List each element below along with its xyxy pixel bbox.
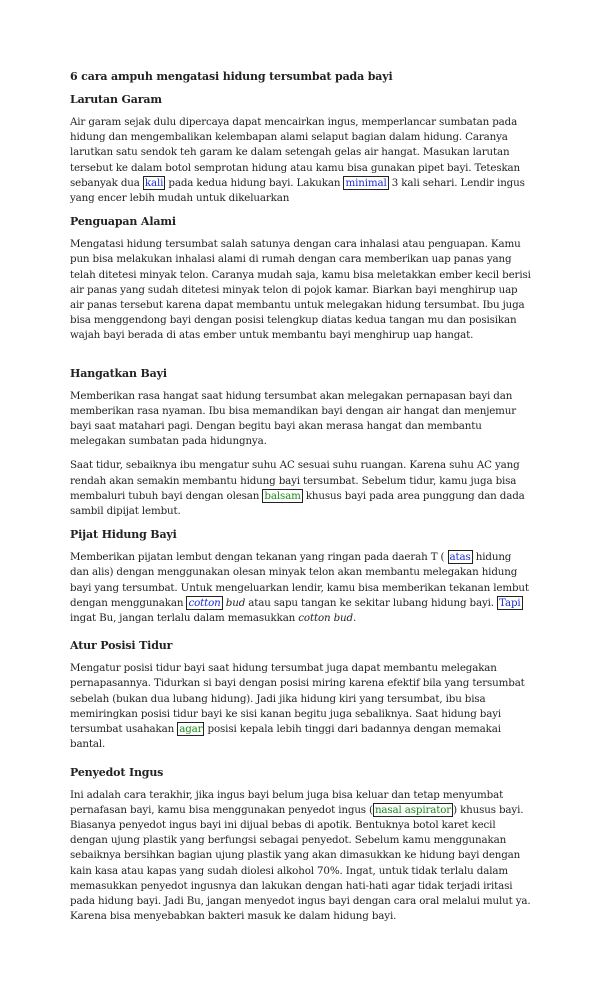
section-paragraph: Memberikan pijatan lembut dengan tekanan yang ringan pada daerah T ( atas hidung dan alis) dengan menggunakan olesan minyak telon akan membantu melegakan hidung bayi yang tersumbat. Untuk mengeluarkan lendir, kamu bisa memberikan tekanan lembut dengan menggunakan cotton bud atau sapu tangan ke sekitar lubang hidung bayi. Tapi ingat Bu, jangan terlalu dalam memasukkan cotton bud.	[70, 551, 529, 625]
document-page	[70, 60, 532, 933]
section-heading: Hangatkan Bayi	[70, 366, 167, 380]
link-kali[interactable]: kali	[144, 176, 164, 189]
section-hangatkan-bayi	[70, 367, 532, 520]
section-atur-posisi-tidur	[70, 639, 532, 752]
section-heading: Atur Posisi Tidur	[70, 639, 173, 653]
link-atas[interactable]: atas	[449, 551, 471, 564]
link-agar[interactable]: agar	[179, 723, 203, 736]
link-minimal[interactable]: minimal	[345, 176, 387, 189]
section-heading: Penguapan Alami	[70, 215, 176, 229]
section-larutan-garam	[70, 93, 532, 206]
section-paragraph: Saat tidur, sebaiknya ibu mengatur suhu AC sesuai suhu ruangan. Karena suhu AC yang rendah akan semakin membantu hidung bayi tersumbat. Sebelum tidur, kamu juga bisa membaluri tubuh bayi dengan olesan balsam khusus bayi pada area punggung dan dada sambil dipijat lembut.	[70, 459, 525, 518]
document-title: 6 cara ampuh mengatasi hidung tersumbat pada bayi	[70, 70, 393, 83]
section-paragraph: Mengatasi hidung tersumbat salah satunya dengan cara inhalasi atau penguapan. Kamu pun bisa melakukan inhalasi alami di rumah dengan cara memberikan uap panas yang telah ditetesi minyak telon. Caranya mudah saja, kamu bisa meletakkan ember kecil berisi air panas yang sudah ditetesi minyak telon di pojok kamar. Biarkan bayi menghirup uap air panas tersebut karena dapat membantu untuk melegakan hidung tersumbat. Ibu juga bisa menggendong bayi dengan posisi telengkup diatas kedua tangan mu dan posisikan wajah bayi berada di atas ember untuk membantu bayi menghirup uap hangat.	[70, 238, 531, 342]
section-heading: Pijat Hidung Bayi	[70, 528, 177, 542]
link-tapi[interactable]: Tapi	[499, 596, 521, 609]
link-balsam[interactable]: balsam	[264, 489, 301, 502]
link-nasal-aspirator[interactable]: nasal aspirator	[374, 803, 452, 816]
section-paragraph: Ini adalah cara terakhir, jika ingus bayi belum juga bisa keluar dan tetap menyumbat pernafasan bayi, kamu bisa menggunakan penyedot ingus ( nasal aspirator ) khusus bayi. Biasanya penyedot ingus bayi ini dijual bebas di apotik. Bentuknya botol karet kecil dengan ujung plastik yang berfungsi sebagai penyedot. Sebelum kamu menggunakan sebaiknya bersihkan bagian ujung plastik yang akan dimasukkan ke hidung bayi dengan kain kasa atau kapas yang sudah diolesi alkohol 70%. Ingat, untuk tidak terlalu dalam memasukkan penyedot ingusnya dan lakukan dengan hati-hati agar tidak terjadi iritasi pada hidung bayi. Jadi Bu, jangan menyedot ingus bayi dengan cara oral melalui mulut ya. Karena bisa menyebabkan bakteri masuk ke dalam hidung bayi.	[70, 788, 531, 923]
section-pijat-hidung-bayi	[70, 528, 532, 626]
section-heading: Penyedot Ingus	[70, 765, 164, 779]
section-paragraph: Mengatur posisi tidur bayi saat hidung tersumbat juga dapat membantu melegakan pernapasannya. Tidurkan si bayi dengan posisi miring karena efektif bila yang tersumbat sebelah (bukan dua lubang hidung). Jadi jika hidung kiri yang tersumbat, ibu bisa memiringkan posisi tidur bayi ke sisi kanan begitu juga sebaliknya. Saat hidung bayi tersumbat usahakan agar posisi kepala lebih tinggi dari badannya dengan memakai bantal.	[70, 662, 525, 751]
section-paragraph: Air garam sejak dulu dipercaya dapat mencairkan ingus, memperlancar sumbatan pada hidung dan mengembalikan kelembapan alami selaput bagian dalam hidung. Caranya larutkan satu sendok teh garam ke dalam setengah gelas air hangat. Masukan larutan tersebut ke dalam botol semprotan hidung atau kamu bisa gunakan pipet bayi. Teteskan sebanyak dua kali pada kedua hidung bayi. Lakukan minimal 3 kali sehari. Lendir ingus yang encer lebih mudah untuk dikeluarkan	[70, 116, 525, 205]
section-penguapan-alami	[70, 215, 532, 343]
section-penyedot-ingus	[70, 766, 532, 925]
link-cotton[interactable]: cotton	[188, 596, 221, 609]
section-heading: Larutan Garam	[70, 93, 162, 106]
section-paragraph: Memberikan rasa hangat saat hidung tersumbat akan melegakan pernapasan bayi dan memberikan rasa nyaman. Ibu bisa memandikan bayi dengan air hangat dan menjemur bayi saat matahari pagi. Dengan begitu bayi akan merasa hangat dan membantu melegakan sumbatan pada hidungnya.	[70, 389, 517, 448]
